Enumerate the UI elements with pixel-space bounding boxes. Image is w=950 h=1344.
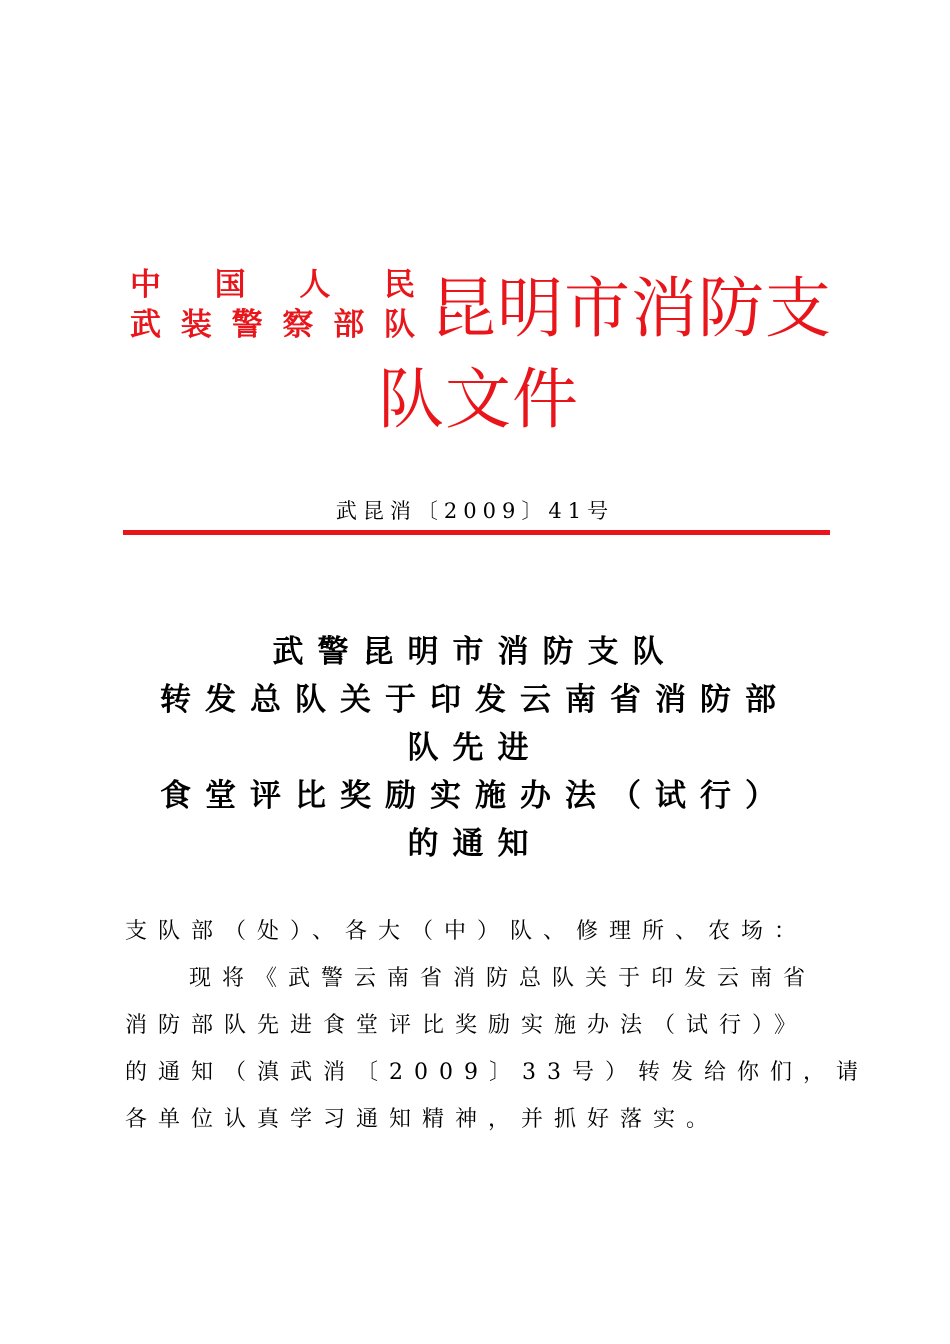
body-line-3: 的通知（滇武消〔2009〕33号）转发给你们，请: [125, 1060, 869, 1085]
notice-title-line-3: 队先进: [407, 730, 543, 766]
notice-title-line-1: 武警昆明市消防支队: [272, 634, 678, 670]
notice-title-line-4: 食堂评比奖励实施办法（试行）: [160, 778, 790, 814]
notice-body: [125, 908, 869, 1143]
notice-title: [130, 628, 820, 868]
unit-title-part-1: 昆明市消防支: [430, 270, 832, 347]
notice-title-line-2: 转发总队关于印发云南省消防部: [160, 682, 790, 718]
issuing-org-name: [130, 265, 415, 345]
body-line-2: 消防部队先进食堂评比奖励实施办法（试行）》: [125, 1013, 808, 1038]
salutation: 支队部（处）、各大（中）队、修理所、农场：: [125, 919, 808, 944]
red-divider-line: [123, 530, 830, 535]
notice-title-line-5: 的通知: [407, 826, 543, 862]
body-line-1: 现将《武警云南省消防总队关于印发云南省: [189, 966, 817, 991]
org-line-2: 武装警察部队: [130, 307, 415, 343]
body-line-4: 各单位认真学习通知精神，并抓好落实。: [125, 1107, 720, 1132]
document-number: 武昆消〔2009〕41号: [335, 499, 615, 523]
org-line-1: 中 国 人 民: [130, 267, 415, 303]
unit-title-part-2: 队文件: [378, 361, 579, 438]
